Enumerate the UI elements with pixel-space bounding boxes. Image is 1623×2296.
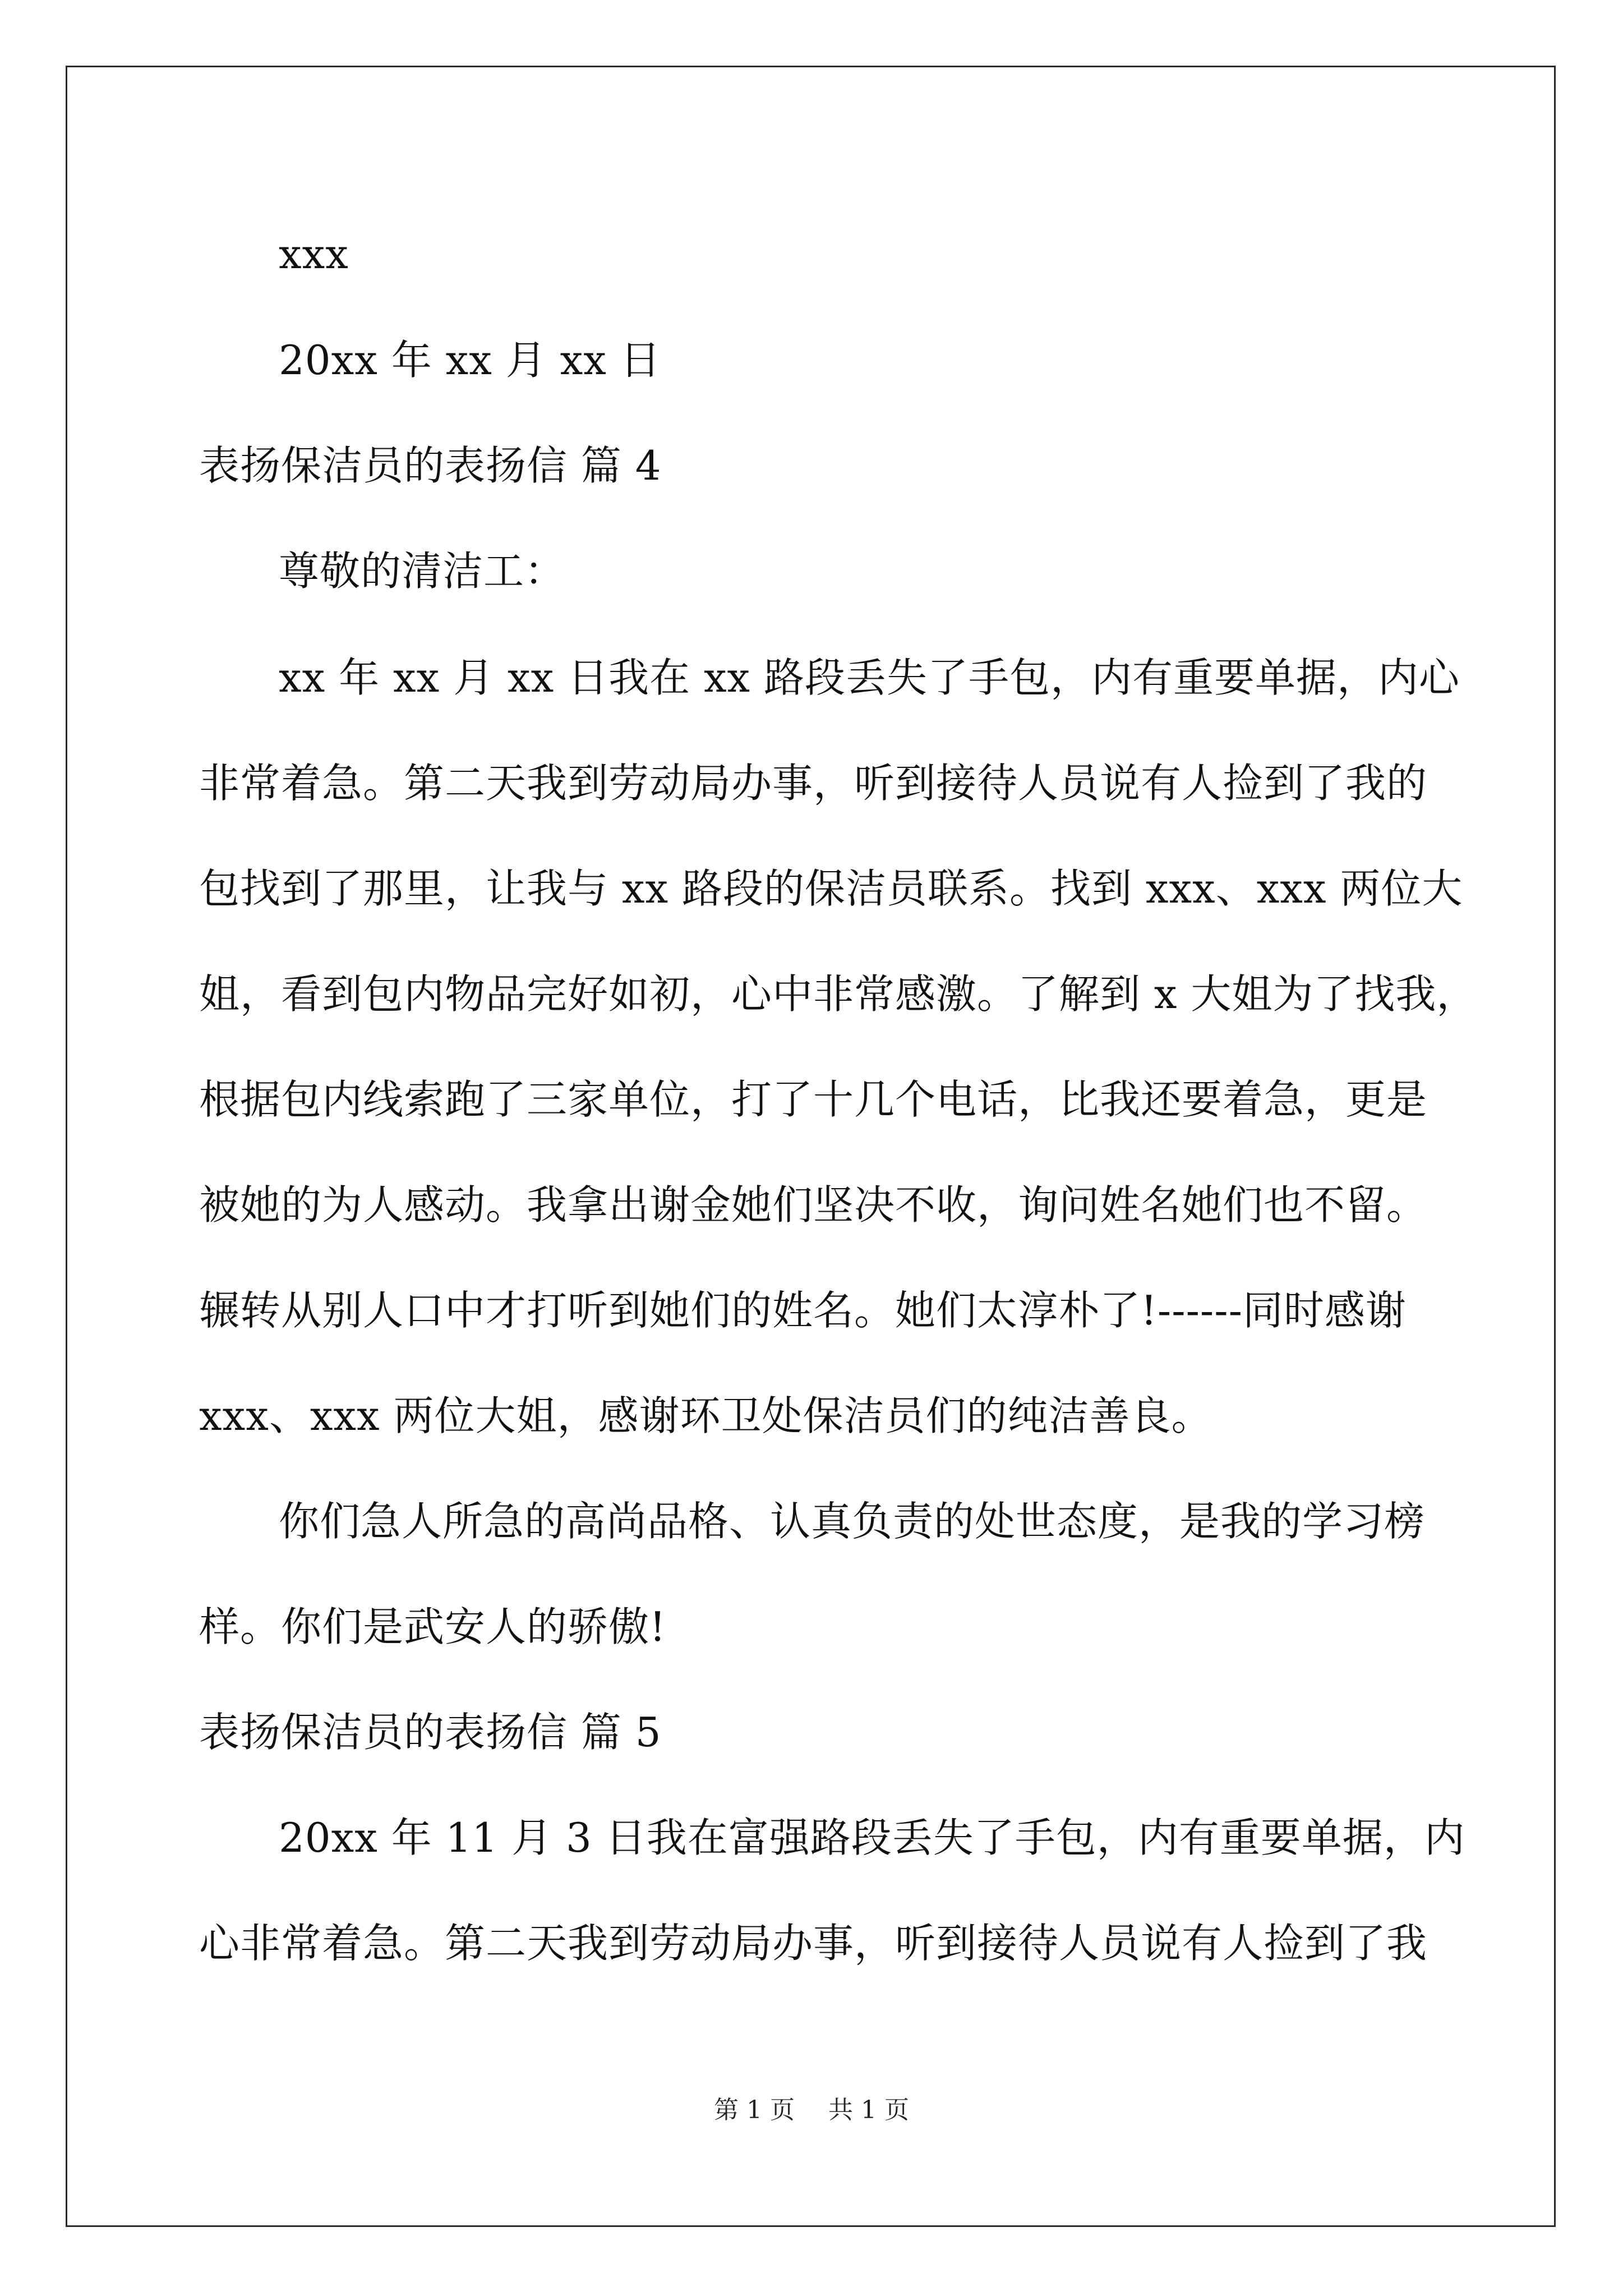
page-number-total: 共 1 页 (828, 2096, 909, 2124)
page-footer (0, 2093, 1623, 2127)
paragraph-line: 被她的为人感动。我拿出谢金她们坚决不收，询问姓名她们也不留。 (199, 1181, 1428, 1228)
signature-name: xxx (279, 231, 349, 278)
paragraph-line: xxx、xxx 两位大姐，感谢环卫处保洁员们的纯洁善良。 (199, 1392, 1212, 1439)
paragraph-line: 包找到了那里，让我与 xx 路段的保洁员联系。找到 xxx、xxx 两位大 (199, 865, 1463, 912)
signature-date: 20xx 年 xx 月 xx 日 (279, 337, 661, 384)
paragraph-line: 你们急人所急的高尚品格、认真负责的处世态度，是我的学习榜 (279, 1498, 1426, 1545)
section-heading-5: 表扬保洁员的表扬信 篇 5 (199, 1709, 662, 1756)
page-number-current: 第 1 页 (714, 2096, 795, 2124)
paragraph-line: 心非常着急。第二天我到劳动局办事，听到接待人员说有人捡到了我 (199, 1920, 1428, 1967)
paragraph-line: xx 年 xx 月 xx 日我在 xx 路段丢失了手包，内有重要单据，内心 (279, 654, 1460, 701)
paragraph-line: 姐，看到包内物品完好如初，心中非常感激。了解到 x 大姐为了找我， (199, 970, 1478, 1018)
paragraph-line: 辗转从别人口中才打听到她们的姓名。她们太淳朴了!------同时感谢 (199, 1287, 1407, 1334)
section-heading-4: 表扬保洁员的表扬信 篇 4 (199, 442, 662, 489)
paragraph-line: 非常着急。第二天我到劳动局办事，听到接待人员说有人捡到了我的 (199, 760, 1428, 807)
paragraph-line: 20xx 年 11 月 3 日我在富强路段丢失了手包，内有重要单据，内 (279, 1814, 1465, 1861)
paragraph-line: 根据包内线索跑了三家单位，打了十几个电话，比我还要着急，更是 (199, 1076, 1428, 1123)
salutation: 尊敬的清洁工： (279, 547, 566, 595)
paragraph-line: 样。你们是武安人的骄傲! (199, 1603, 666, 1650)
